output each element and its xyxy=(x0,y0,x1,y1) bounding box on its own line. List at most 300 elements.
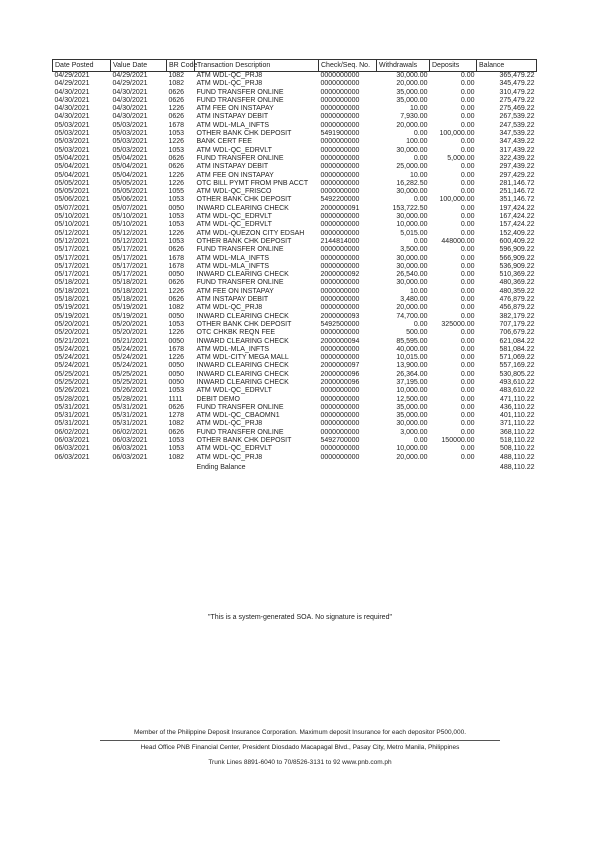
cell-date-posted: 06/02/2021 xyxy=(54,428,90,436)
ending-balance-label: Ending Balance xyxy=(196,463,246,471)
cell-description: ATM WDL-MLA_INFTS xyxy=(196,262,270,270)
cell-br-code: 1053 xyxy=(168,196,185,204)
cell-value-date: 04/29/2021 xyxy=(112,72,148,79)
cell-withdrawal: 0.00 xyxy=(413,130,428,138)
cell-withdrawal: 5,015.00 xyxy=(400,229,428,237)
cell-withdrawal: 16,282.50 xyxy=(396,179,428,187)
cell-balance: 382,179.22 xyxy=(499,312,535,320)
cell-balance: 247,539.22 xyxy=(499,121,535,129)
cell-br-code: 0050 xyxy=(168,312,185,320)
cell-date-posted: 05/25/2021 xyxy=(54,370,90,378)
ending-balance-value: 488,110.22 xyxy=(499,463,535,471)
cell-deposit: 150000.00 xyxy=(441,437,475,445)
cell-date-posted: 05/20/2021 xyxy=(54,329,90,337)
cell-value-date: 05/31/2021 xyxy=(112,420,148,428)
cell-br-code: 0626 xyxy=(168,96,185,104)
cell-br-code: 1226 xyxy=(168,171,185,179)
cell-br-code: 1226 xyxy=(168,329,185,337)
cell-withdrawal: 35,000.00 xyxy=(396,412,428,420)
cell-deposit: 0.00 xyxy=(460,138,475,146)
table-row xyxy=(53,288,537,296)
cell-deposit: 0.00 xyxy=(460,387,475,395)
cell-description: INWARD CLEARING CHECK xyxy=(196,337,289,345)
cell-value-date: 06/03/2021 xyxy=(112,445,148,453)
table-row xyxy=(53,147,537,155)
table-row xyxy=(53,205,537,213)
cell-deposit: 0.00 xyxy=(460,354,475,362)
cell-description: ATM WDL-MLA_INFTS xyxy=(196,121,270,129)
cell-deposit: 0.00 xyxy=(460,221,475,229)
cell-balance: 480,369.22 xyxy=(499,279,535,287)
cell-balance: 167,424.22 xyxy=(499,213,535,221)
table-row xyxy=(53,304,537,312)
col-withdrawals: Withdrawals xyxy=(377,60,430,72)
cell-balance: 493,610.22 xyxy=(499,378,535,386)
cell-br-code: 1053 xyxy=(168,130,185,138)
table-row xyxy=(53,271,537,279)
cell-value-date: 04/29/2021 xyxy=(112,80,148,88)
cell-check-seq-no: 0000000000 xyxy=(320,354,360,362)
cell-check-seq-no: 0000000000 xyxy=(320,105,360,113)
cell-description: FUND TRANSFER ONLINE xyxy=(196,96,284,104)
cell-withdrawal: 30,000.00 xyxy=(396,420,428,428)
cell-deposit: 0.00 xyxy=(460,403,475,411)
cell-br-code: 1678 xyxy=(168,345,185,353)
table-row xyxy=(53,396,537,404)
col-value-date: Value Date xyxy=(111,60,167,72)
cell-description: FUND TRANSFER ONLINE xyxy=(196,246,284,254)
cell-withdrawal: 20,000.00 xyxy=(396,304,428,312)
cell-deposit: 0.00 xyxy=(460,337,475,345)
cell-value-date: 05/07/2021 xyxy=(112,204,148,212)
cell-withdrawal: 500.00 xyxy=(406,329,428,337)
table-row xyxy=(53,221,537,229)
table-row xyxy=(53,230,537,238)
cell-withdrawal: 37,195.00 xyxy=(396,378,428,386)
table-row xyxy=(53,196,537,204)
cell-deposit: 100,000.00 xyxy=(439,130,475,138)
cell-value-date: 05/17/2021 xyxy=(112,246,148,254)
cell-balance: 510,369.22 xyxy=(499,271,535,279)
cell-date-posted: 05/20/2021 xyxy=(54,320,90,328)
cell-description: ATM WDL-MLA_INFTS xyxy=(196,254,270,262)
cell-deposit: 0.00 xyxy=(460,412,475,420)
cell-description: ATM WDL-QC_PRJ8 xyxy=(196,80,263,88)
cell-balance: 251,146.72 xyxy=(499,188,535,196)
table-row xyxy=(53,80,537,88)
cell-value-date: 05/12/2021 xyxy=(112,237,148,245)
cell-withdrawal: 100.00 xyxy=(406,138,428,146)
col-date-posted: Date Posted xyxy=(53,60,111,72)
cell-balance: 571,069.22 xyxy=(499,354,535,362)
cell-balance: 152,409.22 xyxy=(499,229,535,237)
cell-date-posted: 05/17/2021 xyxy=(54,246,90,254)
cell-value-date: 06/03/2021 xyxy=(112,453,148,461)
cell-balance: 197,424.22 xyxy=(499,204,535,212)
cell-description: ATM WDL-QC_FRISCO xyxy=(196,188,272,196)
cell-balance: 456,879.22 xyxy=(499,304,535,312)
cell-withdrawal: 30,000.00 xyxy=(396,146,428,154)
cell-date-posted: 05/10/2021 xyxy=(54,221,90,229)
cell-date-posted: 05/05/2021 xyxy=(54,179,90,187)
cell-withdrawal: 13,900.00 xyxy=(396,362,428,370)
table-row xyxy=(53,279,537,287)
cell-value-date: 05/17/2021 xyxy=(112,262,148,270)
cell-balance: 621,084.22 xyxy=(499,337,535,345)
table-row xyxy=(53,238,537,246)
cell-deposit: 0.00 xyxy=(460,378,475,386)
table-header-row xyxy=(53,60,537,72)
cell-withdrawal: 20,000.00 xyxy=(396,453,428,461)
cell-check-seq-no: 0000000000 xyxy=(320,163,360,171)
cell-deposit: 0.00 xyxy=(460,213,475,221)
cell-check-seq-no: 0000000000 xyxy=(320,221,360,229)
cell-check-seq-no: 0000000000 xyxy=(320,113,360,121)
cell-balance: 508,110.22 xyxy=(499,445,535,453)
cell-date-posted: 05/07/2021 xyxy=(54,204,90,212)
table-row xyxy=(53,263,537,271)
cell-br-code: 0050 xyxy=(168,378,185,386)
cell-br-code: 1082 xyxy=(168,80,185,88)
cell-deposit: 0.00 xyxy=(460,262,475,270)
cell-check-seq-no: 0000000000 xyxy=(320,246,360,254)
cell-value-date: 05/24/2021 xyxy=(112,362,148,370)
cell-value-date: 05/19/2021 xyxy=(112,312,148,320)
cell-deposit: 0.00 xyxy=(460,287,475,295)
cell-check-seq-no: 0000000000 xyxy=(320,395,360,403)
cell-check-seq-no: 2144814000 xyxy=(320,237,360,245)
cell-check-seq-no: 5492200000 xyxy=(320,196,360,204)
cell-check-seq-no: 0000000000 xyxy=(320,345,360,353)
trunk-lines: Trunk Lines 8891-6040 to 70/8526-3131 to 92 www.pnb.com.ph xyxy=(208,759,392,766)
cell-withdrawal: 35,000.00 xyxy=(396,88,428,96)
cell-check-seq-no: 0000000000 xyxy=(320,138,360,146)
cell-check-seq-no: 0000000000 xyxy=(320,296,360,304)
table-row xyxy=(53,329,537,337)
cell-check-seq-no: 0000000000 xyxy=(320,453,360,461)
cell-balance: 157,424.22 xyxy=(499,221,535,229)
cell-check-seq-no: 0000000000 xyxy=(320,229,360,237)
cell-date-posted: 05/24/2021 xyxy=(54,345,90,353)
table-row xyxy=(53,387,537,395)
cell-deposit: 0.00 xyxy=(460,304,475,312)
cell-value-date: 05/21/2021 xyxy=(112,337,148,345)
table-row xyxy=(53,180,537,188)
cell-br-code: 1053 xyxy=(168,213,185,221)
cell-withdrawal: 30,000.00 xyxy=(396,188,428,196)
table-row xyxy=(53,138,537,146)
table-row xyxy=(53,420,537,428)
cell-date-posted: 05/19/2021 xyxy=(54,312,90,320)
cell-check-seq-no: 0000000000 xyxy=(320,179,360,187)
table-row xyxy=(53,454,537,462)
cell-check-seq-no: 0000000000 xyxy=(320,279,360,287)
table-row xyxy=(53,155,537,163)
cell-balance: 488,110.22 xyxy=(499,453,535,461)
table-row xyxy=(53,313,537,321)
cell-date-posted: 05/31/2021 xyxy=(54,403,90,411)
col-deposits: Deposits xyxy=(430,60,477,72)
cell-value-date: 05/25/2021 xyxy=(112,370,148,378)
cell-check-seq-no: 0000000000 xyxy=(320,72,360,79)
cell-deposit: 0.00 xyxy=(460,229,475,237)
transactions-body xyxy=(53,72,537,462)
cell-balance: 297,439.22 xyxy=(499,163,535,171)
cell-withdrawal: 3,480.00 xyxy=(400,296,428,304)
cell-br-code: 0626 xyxy=(168,88,185,96)
cell-withdrawal: 40,000.00 xyxy=(396,345,428,353)
table-row xyxy=(53,429,537,437)
cell-withdrawal: 30,000.00 xyxy=(396,279,428,287)
table-row xyxy=(53,172,537,180)
pdic-notice: Member of the Philippine Deposit Insurance Corporation. Maximum deposit Insurance for each depositor P500,000. xyxy=(133,729,467,736)
cell-check-seq-no: 2000000091 xyxy=(320,204,360,212)
cell-description: OTHER BANK CHK DEPOSIT xyxy=(196,437,292,445)
cell-description: ATM WDL-CITY MEGA MALL xyxy=(196,354,289,362)
table-row xyxy=(53,346,537,354)
cell-description: ATM FEE ON INSTAPAY xyxy=(196,171,274,179)
cell-withdrawal: 30,000.00 xyxy=(396,213,428,221)
cell-br-code: 1678 xyxy=(168,262,185,270)
cell-date-posted: 05/05/2021 xyxy=(54,188,90,196)
cell-balance: 281,146.72 xyxy=(499,179,535,187)
cell-value-date: 05/17/2021 xyxy=(112,271,148,279)
cell-check-seq-no: 2000000093 xyxy=(320,312,360,320)
cell-balance: 536,909.22 xyxy=(499,262,535,270)
cell-description: ATM INSTAPAY DEBIT xyxy=(196,296,269,304)
cell-value-date: 04/30/2021 xyxy=(112,88,148,96)
cell-date-posted: 05/18/2021 xyxy=(54,279,90,287)
cell-check-seq-no: 0000000000 xyxy=(320,262,360,270)
cell-value-date: 04/30/2021 xyxy=(112,96,148,104)
cell-br-code: 0626 xyxy=(168,428,185,436)
transactions-table xyxy=(52,59,537,472)
cell-date-posted: 05/03/2021 xyxy=(54,138,90,146)
cell-withdrawal: 10.00 xyxy=(409,171,428,179)
cell-date-posted: 05/12/2021 xyxy=(54,237,90,245)
cell-deposit: 0.00 xyxy=(460,96,475,104)
cell-withdrawal: 26,364.00 xyxy=(396,370,428,378)
cell-br-code: 0626 xyxy=(168,279,185,287)
cell-balance: 600,409.22 xyxy=(499,237,535,245)
cell-check-seq-no: 0000000000 xyxy=(320,304,360,312)
cell-deposit: 0.00 xyxy=(460,80,475,88)
cell-description: ATM WDL-QC_EDRVLT xyxy=(196,445,272,453)
table-row xyxy=(53,412,537,420)
cell-value-date: 05/18/2021 xyxy=(112,287,148,295)
cell-check-seq-no: 0000000000 xyxy=(320,96,360,104)
cell-date-posted: 05/04/2021 xyxy=(54,163,90,171)
cell-value-date: 04/30/2021 xyxy=(112,105,148,113)
cell-value-date: 05/18/2021 xyxy=(112,279,148,287)
cell-br-code: 0626 xyxy=(168,154,185,162)
cell-deposit: 0.00 xyxy=(460,296,475,304)
cell-br-code: 1082 xyxy=(168,72,185,79)
cell-description: OTC BILL PYMT FROM PNB ACCT xyxy=(196,179,309,187)
cell-br-code: 1226 xyxy=(168,179,185,187)
cell-deposit: 325000.00 xyxy=(441,320,475,328)
cell-date-posted: 05/03/2021 xyxy=(54,130,90,138)
cell-deposit: 5,000.00 xyxy=(447,154,475,162)
cell-check-seq-no: 0000000000 xyxy=(320,213,360,221)
cell-check-seq-no: 0000000000 xyxy=(320,403,360,411)
cell-deposit: 0.00 xyxy=(460,246,475,254)
cell-date-posted: 05/10/2021 xyxy=(54,213,90,221)
cell-balance: 351,146.72 xyxy=(499,196,535,204)
footer-divider xyxy=(100,740,500,741)
cell-date-posted: 04/30/2021 xyxy=(54,105,90,113)
cell-deposit: 100,000.00 xyxy=(439,196,475,204)
cell-deposit: 0.00 xyxy=(460,254,475,262)
cell-description: ATM WDL-QC_EDRVLT xyxy=(196,213,272,221)
cell-date-posted: 05/21/2021 xyxy=(54,337,90,345)
cell-withdrawal: 0.00 xyxy=(413,196,428,204)
cell-balance: 275,469.22 xyxy=(499,105,535,113)
cell-date-posted: 04/30/2021 xyxy=(54,88,90,96)
cell-description: INWARD CLEARING CHECK xyxy=(196,378,289,386)
cell-check-seq-no: 0000000000 xyxy=(320,329,360,337)
table-row xyxy=(53,379,537,387)
cell-check-seq-no: 2000000097 xyxy=(320,362,360,370)
cell-balance: 471,110.22 xyxy=(499,395,535,403)
cell-description: FUND TRANSFER ONLINE xyxy=(196,279,284,287)
cell-check-seq-no: 0000000000 xyxy=(320,171,360,179)
cell-date-posted: 05/17/2021 xyxy=(54,271,90,279)
cell-balance: 480,359.22 xyxy=(499,287,535,295)
cell-balance: 436,110.22 xyxy=(499,403,535,411)
cell-withdrawal: 0.00 xyxy=(413,237,428,245)
cell-value-date: 05/31/2021 xyxy=(112,403,148,411)
cell-withdrawal: 0.00 xyxy=(413,154,428,162)
cell-withdrawal: 7,930.00 xyxy=(400,113,428,121)
cell-br-code: 1278 xyxy=(168,412,185,420)
cell-description: ATM FEE ON INSTAPAY xyxy=(196,105,274,113)
cell-br-code: 0626 xyxy=(168,403,185,411)
cell-value-date: 05/10/2021 xyxy=(112,221,148,229)
cell-deposit: 0.00 xyxy=(460,179,475,187)
cell-value-date: 05/05/2021 xyxy=(112,188,148,196)
cell-deposit: 0.00 xyxy=(460,105,475,113)
cell-withdrawal: 30,000.00 xyxy=(396,254,428,262)
cell-balance: 267,539.22 xyxy=(499,113,535,121)
cell-br-code: 1678 xyxy=(168,254,185,262)
cell-check-seq-no: 2000000092 xyxy=(320,271,360,279)
cell-description: ATM INSTAPAY DEBIT xyxy=(196,163,269,171)
cell-date-posted: 05/18/2021 xyxy=(54,287,90,295)
cell-value-date: 05/04/2021 xyxy=(112,171,148,179)
col-br-code: BR Code xyxy=(167,60,195,72)
cell-value-date: 05/20/2021 xyxy=(112,329,148,337)
table-row xyxy=(53,445,537,453)
cell-check-seq-no: 2000000096 xyxy=(320,370,360,378)
cell-description: INWARD CLEARING CHECK xyxy=(196,312,289,320)
cell-balance: 368,110.22 xyxy=(499,428,535,436)
cell-check-seq-no: 0000000000 xyxy=(320,88,360,96)
cell-check-seq-no: 0000000000 xyxy=(320,428,360,436)
table-row xyxy=(53,188,537,196)
cell-deposit: 0.00 xyxy=(460,88,475,96)
cell-date-posted: 05/04/2021 xyxy=(54,171,90,179)
cell-date-posted: 05/24/2021 xyxy=(54,354,90,362)
cell-balance: 476,879.22 xyxy=(499,296,535,304)
cell-br-code: 1053 xyxy=(168,237,185,245)
cell-description: FUND TRANSFER ONLINE xyxy=(196,88,284,96)
cell-value-date: 06/03/2021 xyxy=(112,437,148,445)
cell-withdrawal: 12,500.00 xyxy=(396,395,428,403)
cell-date-posted: 04/30/2021 xyxy=(54,113,90,121)
cell-balance: 706,679.22 xyxy=(499,329,535,337)
col-balance: Balance xyxy=(477,60,537,72)
cell-date-posted: 05/24/2021 xyxy=(54,362,90,370)
cell-balance: 566,909.22 xyxy=(499,254,535,262)
table-row xyxy=(53,246,537,254)
cell-description: OTHER BANK CHK DEPOSIT xyxy=(196,130,292,138)
cell-value-date: 05/20/2021 xyxy=(112,320,148,328)
cell-balance: 596,909.22 xyxy=(499,246,535,254)
cell-description: ATM WDL-QC_PRJ8 xyxy=(196,72,263,79)
cell-br-code: 1053 xyxy=(168,437,185,445)
cell-balance: 297,429.22 xyxy=(499,171,535,179)
cell-br-code: 1226 xyxy=(168,287,185,295)
cell-withdrawal: 26,540.00 xyxy=(396,271,428,279)
cell-description: ATM WDL-QC_EDRVLT xyxy=(196,146,272,154)
cell-deposit: 0.00 xyxy=(460,420,475,428)
cell-deposit: 0.00 xyxy=(460,188,475,196)
cell-description: OTHER BANK CHK DEPOSIT xyxy=(196,196,292,204)
cell-value-date: 05/03/2021 xyxy=(112,121,148,129)
cell-balance: 322,439.22 xyxy=(499,154,535,162)
cell-br-code: 0050 xyxy=(168,362,185,370)
cell-deposit: 0.00 xyxy=(460,345,475,353)
cell-deposit: 0.00 xyxy=(460,271,475,279)
cell-withdrawal: 0.00 xyxy=(413,437,428,445)
cell-br-code: 1053 xyxy=(168,320,185,328)
cell-balance: 530,805.22 xyxy=(499,370,535,378)
cell-description: INWARD CLEARING CHECK xyxy=(196,370,289,378)
cell-balance: 707,179.22 xyxy=(499,320,535,328)
cell-description: INWARD CLEARING CHECK xyxy=(196,204,289,212)
table-row xyxy=(53,130,537,138)
cell-check-seq-no: 5492500000 xyxy=(320,320,360,328)
table-row xyxy=(53,97,537,105)
cell-value-date: 05/26/2021 xyxy=(112,387,148,395)
cell-description: ATM WDL-QC_CBAOMN1 xyxy=(196,412,280,420)
cell-withdrawal: 10,000.00 xyxy=(396,387,428,395)
head-office-address: Head Office PNB Financial Center, President Diosdado Macapagal Blvd., Pasay City, Metro Manila, Philippines xyxy=(140,744,460,751)
cell-date-posted: 05/26/2021 xyxy=(54,387,90,395)
table-row xyxy=(53,163,537,171)
table-row xyxy=(53,113,537,121)
col-transaction-description: Transaction Description xyxy=(195,60,319,72)
cell-deposit: 0.00 xyxy=(460,395,475,403)
cell-date-posted: 06/03/2021 xyxy=(54,453,90,461)
table-row xyxy=(53,354,537,362)
cell-check-seq-no: 0000000000 xyxy=(320,121,360,129)
cell-value-date: 05/25/2021 xyxy=(112,378,148,386)
cell-date-posted: 05/04/2021 xyxy=(54,154,90,162)
cell-date-posted: 05/31/2021 xyxy=(54,412,90,420)
cell-balance: 483,610.22 xyxy=(499,387,535,395)
cell-description: ATM WDL-QC_PRJ8 xyxy=(196,420,263,428)
cell-balance: 347,439.22 xyxy=(499,138,535,146)
cell-deposit: 0.00 xyxy=(460,163,475,171)
cell-description: OTC CHKBK REQN FEE xyxy=(196,329,276,337)
cell-value-date: 05/06/2021 xyxy=(112,196,148,204)
cell-withdrawal: 10,015.00 xyxy=(396,354,428,362)
cell-br-code: 1053 xyxy=(168,221,185,229)
cell-value-date: 05/17/2021 xyxy=(112,254,148,262)
table-row xyxy=(53,437,537,445)
